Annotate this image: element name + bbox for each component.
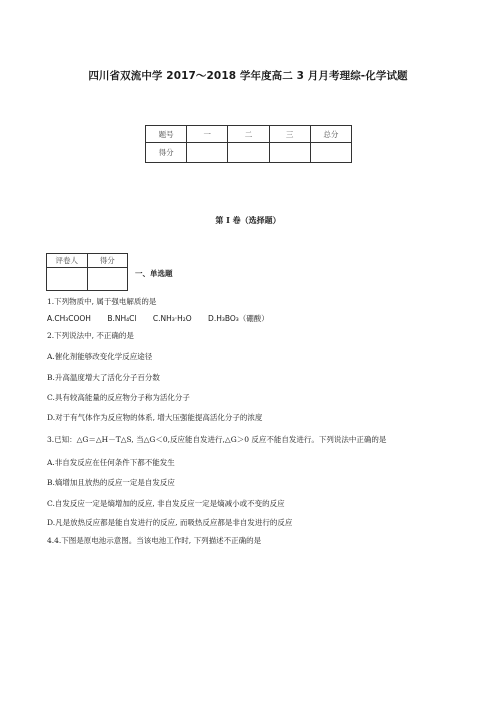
score-header-cell: 三: [269, 126, 310, 143]
score-empty-cell: [269, 143, 310, 163]
grader-empty-cell: [87, 268, 128, 291]
score-header-cell: 题号: [146, 126, 187, 143]
question-3-stem: 3.已知：△G＝△H－T△S, 当△G＜0,反应能自发进行,△G＞0 反应不能自发进行。下列说法中正确的是: [47, 435, 387, 444]
question-3-option-c: C.自发反应一定是熵增加的反应, 非自发反应一定是熵减小或不变的反应: [47, 499, 285, 508]
question-1-options: [47, 314, 269, 324]
question-3-option-d: D.凡是放热反应都是能自发进行的反应, 而吸热反应都是非自发进行的反应: [47, 518, 293, 527]
grader-header-cell: 得分: [87, 254, 128, 268]
option-a: A.CH₃COOH: [47, 314, 91, 323]
grader-empty-cell: [47, 268, 88, 291]
grader-header-cell: 评卷人: [47, 254, 88, 268]
question-3-option-a: A.非自发反应在任何条件下都不能发生: [47, 458, 175, 467]
score-header-cell: 二: [228, 126, 269, 143]
option-d: D.H₃BO₃（硼酸）: [208, 314, 269, 323]
grader-table: [46, 253, 128, 291]
section-title: 第 I 卷（选择题）: [215, 215, 281, 225]
score-header-cell: 总分: [310, 126, 351, 143]
score-empty-cell: [187, 143, 228, 163]
question-4-stem: 4.4.下图是原电池示意图。当该电池工作时, 下列描述不正确的是: [47, 536, 262, 545]
score-empty-cell: [310, 143, 351, 163]
score-header-cell: 一: [187, 126, 228, 143]
score-row-label: 得分: [146, 143, 187, 163]
question-2-option-a: A.催化剂能够改变化学反应途径: [47, 352, 153, 361]
document-title: 四川省双流中学 2017～2018 学年度高二 3 月月考理综-化学试题: [88, 70, 408, 82]
question-3-option-b: B.熵增加且放热的反应一定是自发反应: [47, 478, 175, 487]
question-2-option-b: B.升高温度增大了活化分子百分数: [47, 373, 160, 382]
score-table: [145, 125, 352, 163]
question-1-stem: 1.下列物质中, 属于强电解质的是: [47, 297, 157, 306]
question-2-stem: 2.下列说法中, 不正确的是: [47, 331, 134, 340]
part-title: 一、单选题: [135, 269, 173, 278]
question-2-option-c: C.具有较高能量的反应物分子称为活化分子: [47, 393, 190, 402]
question-2-option-d: D.对于有气体作为反应物的体系, 增大压强能提高活化分子的浓度: [47, 413, 263, 422]
score-empty-cell: [228, 143, 269, 163]
option-c: C.NH₃·H₂O: [152, 314, 192, 323]
option-b: B.NH₄Cl: [107, 314, 137, 323]
